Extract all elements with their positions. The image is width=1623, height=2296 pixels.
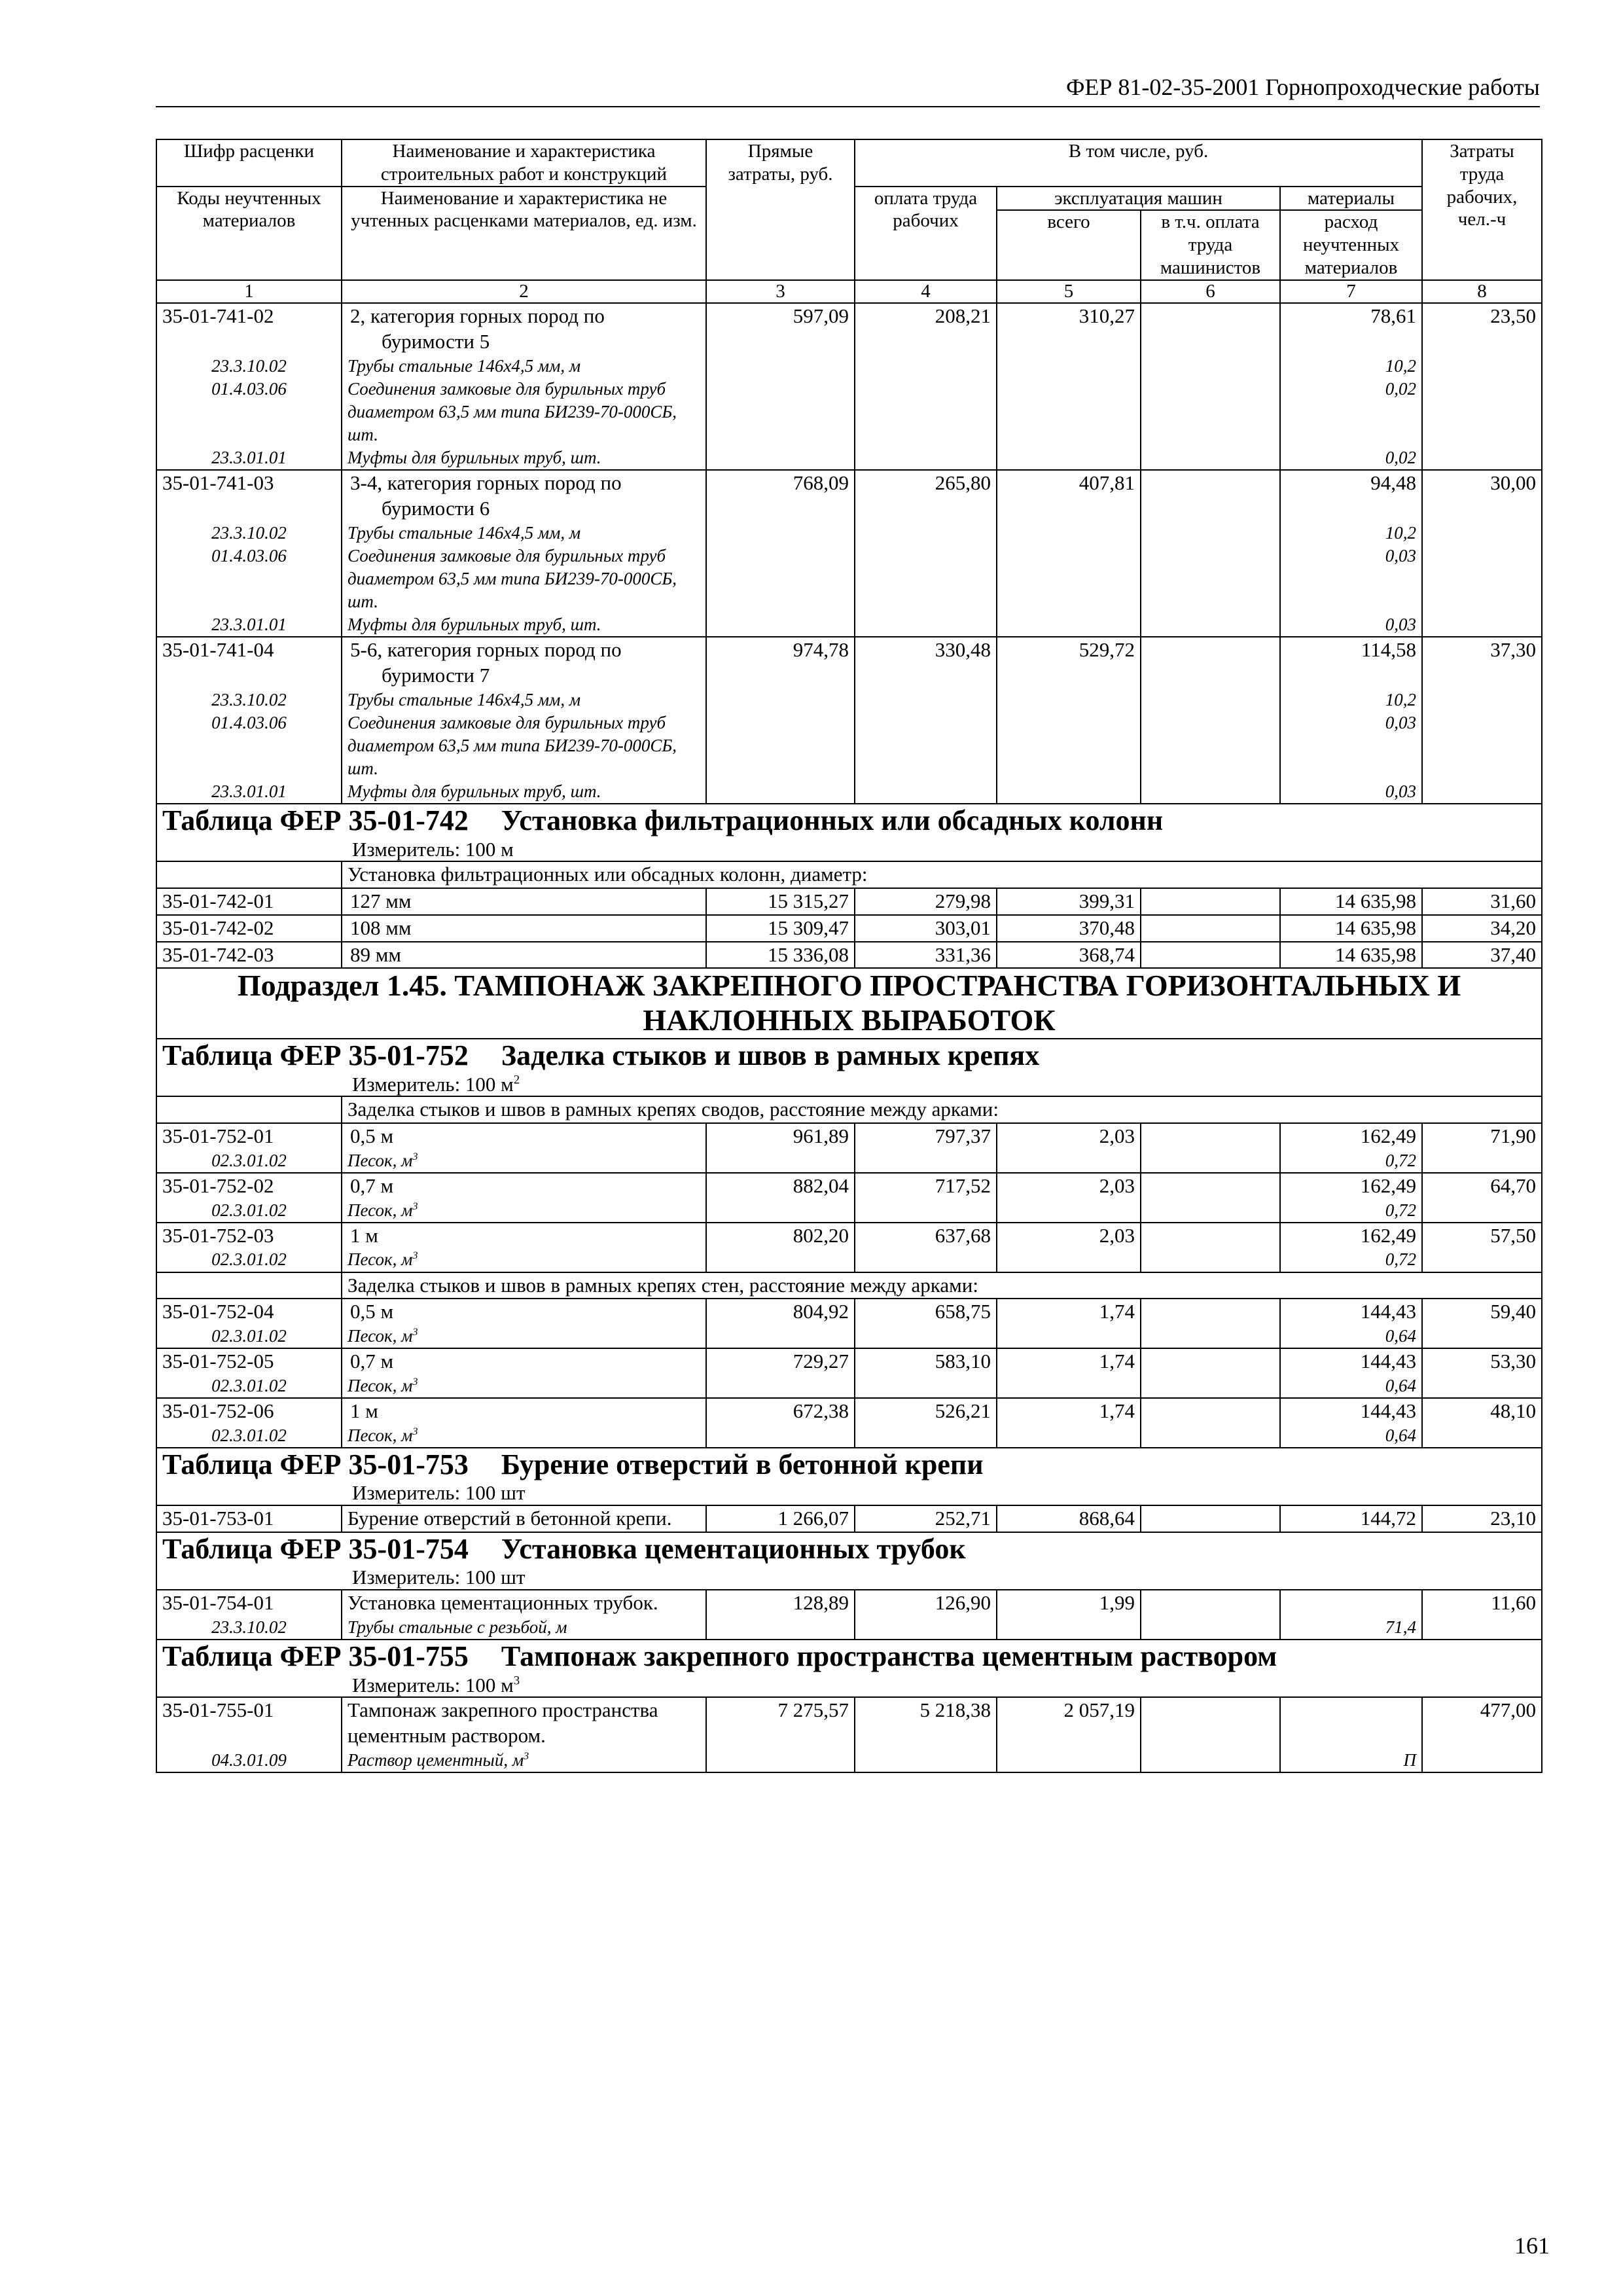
- table-title-row: [156, 1039, 1542, 1096]
- table-row: [156, 915, 1542, 942]
- row-direct: 802,20: [706, 1223, 855, 1249]
- table-row: [156, 1173, 1542, 1199]
- col-name-top: Наименование и характеристика строительных работ и конструкций: [342, 139, 706, 187]
- table-row: [156, 1223, 1542, 1249]
- row-name: Бурение отверстий в бетонной крепи.: [342, 1505, 706, 1532]
- material-code: 02.3.01.02: [156, 1424, 342, 1448]
- row-mat: 144,43: [1280, 1348, 1422, 1374]
- table-row: [156, 1348, 1542, 1374]
- material-row: [156, 1149, 1542, 1173]
- row-pay: 252,71: [855, 1505, 997, 1532]
- material-amount: 0,03: [1280, 780, 1422, 804]
- material-row: [156, 355, 1542, 378]
- row-mach: 2,03: [997, 1223, 1141, 1249]
- material-name-text: Песок, м: [348, 1249, 413, 1270]
- material-amount: 0,64: [1280, 1374, 1422, 1398]
- material-row: [156, 378, 1542, 446]
- table-row: [156, 942, 1542, 969]
- row-pay: 797,37: [855, 1123, 997, 1149]
- row-mach: 529,72: [997, 637, 1141, 689]
- price-table: [156, 139, 1543, 1773]
- material-code: 01.4.03.06: [156, 545, 342, 613]
- col-direct: Прямые затраты, руб.: [706, 139, 855, 280]
- row-pay: 658,75: [855, 1299, 997, 1325]
- row-direct: 1 266,07: [706, 1505, 855, 1532]
- group-caption-row: [156, 861, 1542, 888]
- group-caption-row: [156, 1096, 1542, 1123]
- row-mat: [1280, 1590, 1422, 1616]
- material-code: 01.4.03.06: [156, 711, 342, 780]
- row-code: 35-01-741-03: [156, 470, 342, 522]
- material-amount: 0,64: [1280, 1424, 1422, 1448]
- row-direct: 974,78: [706, 637, 855, 689]
- col-code-bottom: Коды неучтенных материалов: [156, 187, 342, 280]
- material-name: Песок, $м^3$: [342, 1248, 706, 1272]
- table-title-row: [156, 1448, 1542, 1505]
- row-mat: [1280, 1697, 1422, 1749]
- row-direct: 7 275,57: [706, 1697, 855, 1749]
- table-row: [156, 637, 1542, 689]
- row-code: 35-01-755-01: [156, 1697, 342, 1749]
- subsection-row: [156, 968, 1542, 1039]
- row-direct: 15 309,47: [706, 915, 855, 942]
- table-title-row: [156, 1640, 1542, 1697]
- material-row: [156, 1374, 1542, 1398]
- row-mach: 370,48: [997, 915, 1141, 942]
- row-pay: 637,68: [855, 1223, 997, 1249]
- material-code: 23.3.10.02: [156, 522, 342, 545]
- material-row: [156, 711, 1542, 780]
- row-mat: 14 635,98: [1280, 942, 1422, 969]
- row-pay: 330,48: [855, 637, 997, 689]
- row-name: 0,7 м: [342, 1173, 706, 1199]
- page-number: 161: [1514, 2233, 1550, 2259]
- row-name: Тампонаж закрепного пространства цементным раствором.: [342, 1697, 706, 1749]
- row-direct: 804,92: [706, 1299, 855, 1325]
- column-numbers-row: [156, 280, 1542, 303]
- row-mach: 1,74: [997, 1299, 1141, 1325]
- row-code: 35-01-752-05: [156, 1348, 342, 1374]
- material-code: 23.3.01.01: [156, 780, 342, 804]
- row-direct: 672,38: [706, 1398, 855, 1424]
- row-labor: 11,60: [1422, 1590, 1542, 1616]
- row-direct: 15 336,08: [706, 942, 855, 969]
- group-caption-row: [156, 1272, 1542, 1299]
- material-code: 02.3.01.02: [156, 1199, 342, 1223]
- col-machines: эксплуатация машин: [997, 187, 1280, 211]
- row-code: 35-01-741-04: [156, 637, 342, 689]
- col-num: 7: [1280, 280, 1422, 303]
- material-name: Песок, $м^3$: [342, 1424, 706, 1448]
- row-mach: 310,27: [997, 303, 1141, 355]
- material-row: [156, 1199, 1542, 1223]
- table-title: [156, 1640, 1542, 1697]
- material-amount: 0,72: [1280, 1199, 1422, 1223]
- col-num: 3: [706, 280, 855, 303]
- row-pay: 126,90: [855, 1590, 997, 1616]
- col-code-top: Шифр расценки: [156, 139, 342, 187]
- row-name: 108 мм: [342, 915, 706, 942]
- row-code: 35-01-742-01: [156, 888, 342, 915]
- table-label: Таблица ФЕР 35-01-753: [162, 1448, 469, 1480]
- table-title: [156, 1448, 1542, 1505]
- table-measure: Измеритель: 100 шт: [352, 1566, 526, 1589]
- material-name: Трубы стальные 146х4,5 мм, м: [342, 689, 706, 711]
- col-machines-labor: в т.ч. оплата труда машинистов: [1141, 210, 1280, 279]
- material-name: Песок, $м^3$: [342, 1199, 706, 1223]
- material-amount: 0,03: [1280, 613, 1422, 637]
- row-pay: 208,21: [855, 303, 997, 355]
- row-pay: 583,10: [855, 1348, 997, 1374]
- row-mat: 162,49: [1280, 1173, 1422, 1199]
- row-mach: 2 057,19: [997, 1697, 1141, 1749]
- row-mach: 2,03: [997, 1173, 1141, 1199]
- row-labor: 53,30: [1422, 1348, 1542, 1374]
- material-row: [156, 1616, 1542, 1640]
- table-row: [156, 1299, 1542, 1325]
- col-num: 1: [156, 280, 342, 303]
- material-amount: 0,72: [1280, 1149, 1422, 1173]
- table-row: [156, 888, 1542, 915]
- table-measure: Измеритель: 100 $м^2$: [352, 1072, 520, 1096]
- row-mat: 14 635,98: [1280, 915, 1422, 942]
- row-pay: 303,01: [855, 915, 997, 942]
- material-amount: 0,02: [1280, 446, 1422, 470]
- material-name: Соединения замковые для бурильных труб диаметром 63,5 мм типа БИ239-70-000СБ, шт.: [342, 545, 706, 613]
- table-name: Заделка стыков и швов в рамных крепях: [501, 1039, 1040, 1072]
- material-row: [156, 1424, 1542, 1448]
- row-pay: 331,36: [855, 942, 997, 969]
- material-row: [156, 522, 1542, 545]
- row-mat: 94,48: [1280, 470, 1422, 522]
- material-row: [156, 446, 1542, 470]
- col-labor-pay: оплата труда рабочих: [855, 187, 997, 280]
- row-name: 3-4, категория горных пород по буримости 6: [342, 470, 706, 522]
- table-row: [156, 1505, 1542, 1532]
- col-name-bottom: Наименование и характеристика не учтенных расценками материалов, ед. изм.: [342, 187, 706, 280]
- material-name-text: Песок, м: [348, 1326, 413, 1346]
- row-labor: 59,40: [1422, 1299, 1542, 1325]
- row-labor: 31,60: [1422, 888, 1542, 915]
- material-row: [156, 689, 1542, 711]
- row-mach: 399,31: [997, 888, 1141, 915]
- table-measure: Измеритель: 100 шт: [352, 1481, 526, 1505]
- group-caption: Заделка стыков и швов в рамных крепях стен, расстояние между арками:: [342, 1272, 1542, 1299]
- row-code: 35-01-753-01: [156, 1505, 342, 1532]
- table-row: [156, 1697, 1542, 1749]
- material-amount: 0,02: [1280, 378, 1422, 446]
- row-pay: 717,52: [855, 1173, 997, 1199]
- row-labor: 34,20: [1422, 915, 1542, 942]
- material-amount: 0,03: [1280, 711, 1422, 780]
- row-machl: [1141, 470, 1280, 522]
- row-code: 35-01-754-01: [156, 1590, 342, 1616]
- material-amount: 0,03: [1280, 545, 1422, 613]
- row-pay: 526,21: [855, 1398, 997, 1424]
- material-row: [156, 613, 1542, 637]
- row-labor: 57,50: [1422, 1223, 1542, 1249]
- row-code: 35-01-742-02: [156, 915, 342, 942]
- material-code: 23.3.01.01: [156, 446, 342, 470]
- row-labor: 477,00: [1422, 1697, 1542, 1749]
- measure-text: Измеритель: 100 м: [352, 1673, 514, 1696]
- material-amount: 0,72: [1280, 1248, 1422, 1272]
- row-machl: [1141, 637, 1280, 689]
- row-mat: 144,43: [1280, 1299, 1422, 1325]
- running-header-title: ФЕР 81-02-35-2001 Горнопроходческие работы: [1065, 74, 1540, 100]
- material-name: Раствор цементный, $м^3$: [342, 1749, 706, 1772]
- row-labor: 37,40: [1422, 942, 1542, 969]
- row-name: 2, категория горных пород по буримости 5: [342, 303, 706, 355]
- row-mach: 1,74: [997, 1398, 1141, 1424]
- row-code: 35-01-741-02: [156, 303, 342, 355]
- material-row: [156, 1248, 1542, 1272]
- material-row: [156, 1749, 1542, 1772]
- material-amount: 10,2: [1280, 689, 1422, 711]
- table-name: Установка фильтрационных или обсадных колонн: [501, 804, 1164, 837]
- table-name: Установка цементационных трубок: [501, 1532, 966, 1565]
- row-code: 35-01-752-01: [156, 1123, 342, 1149]
- col-num: 4: [855, 280, 997, 303]
- material-name: Муфты для бурильных труб, шт.: [342, 780, 706, 804]
- material-name: Песок, $м^3$: [342, 1374, 706, 1398]
- material-name: Соединения замковые для бурильных труб диаметром 63,5 мм типа БИ239-70-000СБ, шт.: [342, 711, 706, 780]
- row-mat: 14 635,98: [1280, 888, 1422, 915]
- table-header-row: [156, 139, 1542, 187]
- table-title: [156, 1532, 1542, 1590]
- material-code: 23.3.10.02: [156, 355, 342, 378]
- material-name-text: Песок, м: [348, 1375, 413, 1395]
- row-name: 127 мм: [342, 888, 706, 915]
- material-code: 02.3.01.02: [156, 1325, 342, 1348]
- material-code: 23.3.10.02: [156, 689, 342, 711]
- table-name: Бурение отверстий в бетонной крепи: [501, 1448, 984, 1480]
- running-header: [156, 73, 1540, 107]
- row-mach: 868,64: [997, 1505, 1141, 1532]
- row-labor: 48,10: [1422, 1398, 1542, 1424]
- table-row: [156, 1590, 1542, 1616]
- material-name: Песок, $м^3$: [342, 1149, 706, 1173]
- table-label: Таблица ФЕР 35-01-752: [162, 1039, 469, 1072]
- row-name: 0,7 м: [342, 1348, 706, 1374]
- row-direct: 15 315,27: [706, 888, 855, 915]
- row-name: 89 мм: [342, 942, 706, 969]
- row-mat: 144,72: [1280, 1505, 1422, 1532]
- material-code: 02.3.01.02: [156, 1248, 342, 1272]
- material-name: Трубы стальные с резьбой, м: [342, 1616, 706, 1640]
- row-mach: 368,74: [997, 942, 1141, 969]
- row-name: 5-6, категория горных пород по буримости 7: [342, 637, 706, 689]
- material-amount: 10,2: [1280, 355, 1422, 378]
- row-labor: 30,00: [1422, 470, 1542, 522]
- table-label: Таблица ФЕР 35-01-742: [162, 804, 469, 837]
- table-measure: Измеритель: 100 м: [352, 837, 514, 861]
- material-row: [156, 545, 1542, 613]
- col-num: 2: [342, 280, 706, 303]
- table-title: [156, 804, 1542, 861]
- material-name: Муфты для бурильных труб, шт.: [342, 613, 706, 637]
- row-name: Установка цементационных трубок.: [342, 1590, 706, 1616]
- material-code: 04.3.01.09: [156, 1749, 342, 1772]
- material-row: [156, 780, 1542, 804]
- row-direct: 882,04: [706, 1173, 855, 1199]
- row-mach: 2,03: [997, 1123, 1141, 1149]
- table-title-row: [156, 1532, 1542, 1590]
- material-name: Песок, $м^3$: [342, 1325, 706, 1348]
- col-num: 6: [1141, 280, 1280, 303]
- group-caption: Установка фильтрационных или обсадных колонн, диаметр:: [342, 861, 1542, 888]
- group-caption: Заделка стыков и швов в рамных крепях сводов, расстояние между арками:: [342, 1096, 1542, 1123]
- row-name: 1 м: [342, 1398, 706, 1424]
- material-amount: 0,64: [1280, 1325, 1422, 1348]
- col-incl: В том числе, руб.: [855, 139, 1422, 187]
- row-mat: 144,43: [1280, 1398, 1422, 1424]
- table-label: Таблица ФЕР 35-01-755: [162, 1640, 469, 1672]
- material-code: 23.3.10.02: [156, 1616, 342, 1640]
- row-direct: 597,09: [706, 303, 855, 355]
- row-labor: 23,50: [1422, 303, 1542, 355]
- row-direct: 128,89: [706, 1590, 855, 1616]
- col-num: 8: [1422, 280, 1542, 303]
- row-pay: 279,98: [855, 888, 997, 915]
- row-mat: 78,61: [1280, 303, 1422, 355]
- col-materials: материалы: [1280, 187, 1422, 211]
- material-row: [156, 1325, 1542, 1348]
- row-direct: 768,09: [706, 470, 855, 522]
- row-labor: 71,90: [1422, 1123, 1542, 1149]
- row-code: 35-01-752-03: [156, 1223, 342, 1249]
- col-materials-sub: расход неучтенных материалов: [1280, 210, 1422, 279]
- row-mach: 407,81: [997, 470, 1141, 522]
- material-name: Трубы стальные 146х4,5 мм, м: [342, 355, 706, 378]
- material-amount: П: [1280, 1749, 1422, 1772]
- row-mat: 114,58: [1280, 637, 1422, 689]
- row-labor: 37,30: [1422, 637, 1542, 689]
- row-mach: 1,99: [997, 1590, 1141, 1616]
- row-pay: 5 218,38: [855, 1697, 997, 1749]
- material-code: 02.3.01.02: [156, 1149, 342, 1173]
- row-direct: 729,27: [706, 1348, 855, 1374]
- measure-text: Измеритель: 100 м: [352, 1072, 514, 1096]
- row-code: 35-01-752-06: [156, 1398, 342, 1424]
- row-name: 0,5 м: [342, 1299, 706, 1325]
- table-title: [156, 1039, 1542, 1096]
- table-row: [156, 1123, 1542, 1149]
- material-name-text: Песок, м: [348, 1200, 413, 1220]
- table-row: [156, 303, 1542, 355]
- material-name-text: Раствор цементный, м: [348, 1749, 524, 1770]
- subsection-title: Подраздел 1.45. ТАМПОНАЖ ЗАКРЕПНОГО ПРОСТРАНСТВА ГОРИЗОНТАЛЬНЫХ И НАКЛОННЫХ ВЫРАБОТОК: [156, 968, 1542, 1039]
- row-mat: 162,49: [1280, 1123, 1422, 1149]
- col-num: 5: [997, 280, 1141, 303]
- row-pay: 265,80: [855, 470, 997, 522]
- row-name: 0,5 м: [342, 1123, 706, 1149]
- col-machines-total: всего: [997, 210, 1141, 279]
- row-labor: 64,70: [1422, 1173, 1542, 1199]
- table-name: Тампонаж закрепного пространства цементным раствором: [501, 1640, 1277, 1672]
- row-machl: [1141, 303, 1280, 355]
- material-name-text: Песок, м: [348, 1150, 413, 1170]
- row-mat: 162,49: [1280, 1223, 1422, 1249]
- table-row: [156, 1398, 1542, 1424]
- material-name: Трубы стальные 146х4,5 мм, м: [342, 522, 706, 545]
- table-row: [156, 470, 1542, 522]
- material-name-text: Песок, м: [348, 1425, 413, 1445]
- col-labor: Затраты труда рабочих, чел.-ч: [1422, 139, 1542, 280]
- row-code: 35-01-752-02: [156, 1173, 342, 1199]
- row-name: 1 м: [342, 1223, 706, 1249]
- table-title-row: [156, 804, 1542, 861]
- table-label: Таблица ФЕР 35-01-754: [162, 1532, 469, 1565]
- row-code: 35-01-742-03: [156, 942, 342, 969]
- material-amount: 71,4: [1280, 1616, 1422, 1640]
- table-measure: Измеритель: 100 $м^3$: [352, 1673, 520, 1696]
- row-mach: 1,74: [997, 1348, 1141, 1374]
- material-code: 01.4.03.06: [156, 378, 342, 446]
- material-name: Муфты для бурильных труб, шт.: [342, 446, 706, 470]
- material-code: 02.3.01.02: [156, 1374, 342, 1398]
- material-amount: 10,2: [1280, 522, 1422, 545]
- material-name: Соединения замковые для бурильных труб диаметром 63,5 мм типа БИ239-70-000СБ, шт.: [342, 378, 706, 446]
- material-code: 23.3.01.01: [156, 613, 342, 637]
- row-direct: 961,89: [706, 1123, 855, 1149]
- row-code: 35-01-752-04: [156, 1299, 342, 1325]
- row-labor: 23,10: [1422, 1505, 1542, 1532]
